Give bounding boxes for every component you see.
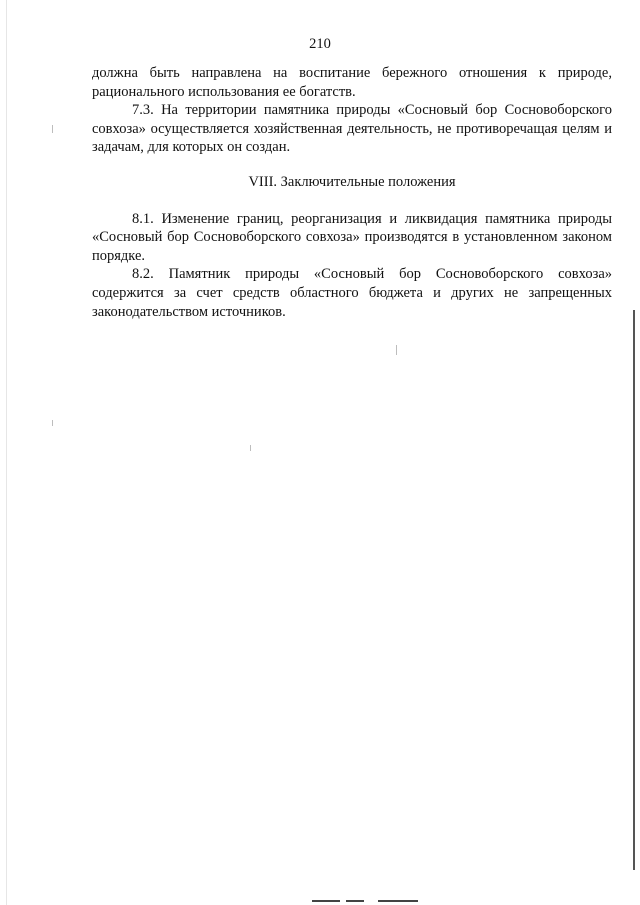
paragraph-7-3: 7.3. На территории памятника природы «Сосновый бор Сосновоборского совхоза» осуществляется хозяйственная деятельность, не противоречащая целям и задачам, для которых он создан. xyxy=(92,102,612,156)
scan-artifact-right-edge xyxy=(633,310,635,870)
scan-artifact-mark xyxy=(52,420,53,426)
scan-artifact-mark xyxy=(52,125,53,133)
scan-artifact-mark xyxy=(396,345,397,355)
paragraph-8-2: 8.2. Памятник природы «Сосновый бор Сосновоборского совхоза» содержится за счет средств областного бюджета и других не запрещенных законодательством источников. xyxy=(92,266,612,320)
scan-artifact-mark xyxy=(250,445,251,451)
section-heading: VIII. Заключительные положения xyxy=(248,173,456,190)
scan-artifact-bottom xyxy=(312,900,340,902)
paragraph-continuation: должна быть направлена на воспитание бережного отношения к природе, рационального использования ее богатств. xyxy=(92,65,612,100)
document-body xyxy=(92,64,612,321)
scan-artifact-bottom xyxy=(346,900,364,902)
scan-artifact-left-edge xyxy=(6,0,7,905)
scan-artifact-bottom xyxy=(378,900,418,902)
page-number: 210 xyxy=(309,36,331,52)
paragraph-8-1: 8.1. Изменение границ, реорганизация и ликвидация памятника природы «Сосновый бор Сосновоборского совхоза» производятся в установленном законом порядке. xyxy=(92,210,612,264)
